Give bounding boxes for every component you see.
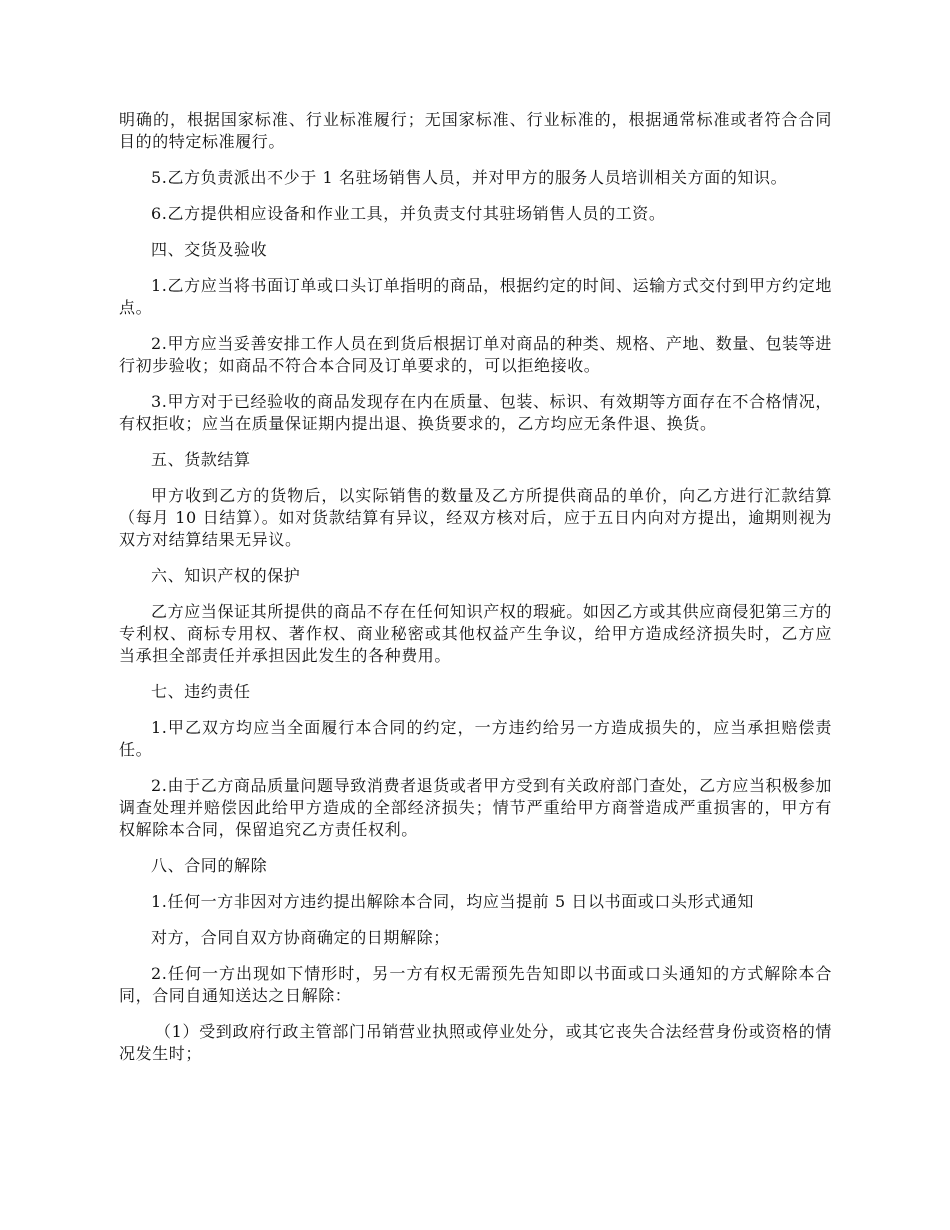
section-heading: 六、知识产权的保护 [151,566,301,585]
paragraph: （1）受到政府行政主管部门吊销营业执照或停业处分，或其它丧失合法经营身份或资格的情况发生时； [119,1022,832,1063]
paragraph: 6.乙方提供相应设备和作业工具，并负责支付其驻场销售人员的工资。 [151,204,666,223]
paragraph: 3.甲方对于已经验收的商品发现存在内在质量、包装、标识、有效期等方面存在不合格情况，有权拒收；应当在质量保证期内提出退、换货要求的，乙方均应无条件退、换货。 [119,392,832,433]
section-heading: 五、货款结算 [151,450,251,469]
paragraph: 对方，合同自双方协商确定的日期解除； [151,928,450,947]
paragraph: 2.任何一方出现如下情形时，另一方有权无需预先告知即以书面或口头通知的方式解除本合同，合同自通知送达之日解除： [119,964,832,1005]
paragraph: 甲方收到乙方的货物后，以实际销售的数量及乙方所提供商品的单价，向乙方进行汇款结算（每月 10 日结算）。如对货款结算有异议，经双方核对后，应于五日内向对方提出，逾期则视为双方对结算结果无异议。 [119,486,832,549]
paragraph: 2.由于乙方商品质量问题导致消费者退货或者甲方受到有关政府部门查处，乙方应当积极参加调查处理并赔偿因此给甲方造成的全部经济损失；情节严重给甲方商誉造成严重损害的，甲方有权解除本合同，保留追究乙方责任权利。 [119,776,832,839]
section-heading: 四、交货及验收 [151,240,268,259]
paragraph: 5.乙方负责派出不少于 1 名驻场销售人员，并对甲方的服务人员培训相关方面的知识。 [151,168,788,187]
paragraph: 1.甲乙双方均应当全面履行本合同的约定，一方违约给另一方造成损失的，应当承担赔偿责任。 [119,718,832,759]
paragraph: 2.甲方应当妥善安排工作人员在到货后根据订单对商品的种类、规格、产地、数量、包装等进行初步验收；如商品不符合本合同及订单要求的，可以拒绝接收。 [119,334,832,375]
document-body [119,109,832,1079]
paragraph: 1.任何一方非因对方违约提出解除本合同，均应当提前 5 日以书面或口头形式通知 [151,892,755,911]
paragraph: 明确的，根据国家标准、行业标准履行；无国家标准、行业标准的，根据通常标准或者符合合同目的的特定标准履行。 [119,110,832,151]
paragraph: 1.乙方应当将书面订单或口头订单指明的商品，根据约定的时间、运输方式交付到甲方约定地点。 [119,276,832,317]
paragraph: 乙方应当保证其所提供的商品不存在任何知识产权的瑕疵。如因乙方或其供应商侵犯第三方的专利权、商标专用权、著作权、商业秘密或其他权益产生争议，给甲方造成经济损失时，乙方应当承担全部责任并承担因此发生的各种费用。 [119,602,832,665]
section-heading: 七、违约责任 [151,682,251,701]
section-heading: 八、合同的解除 [151,856,268,875]
